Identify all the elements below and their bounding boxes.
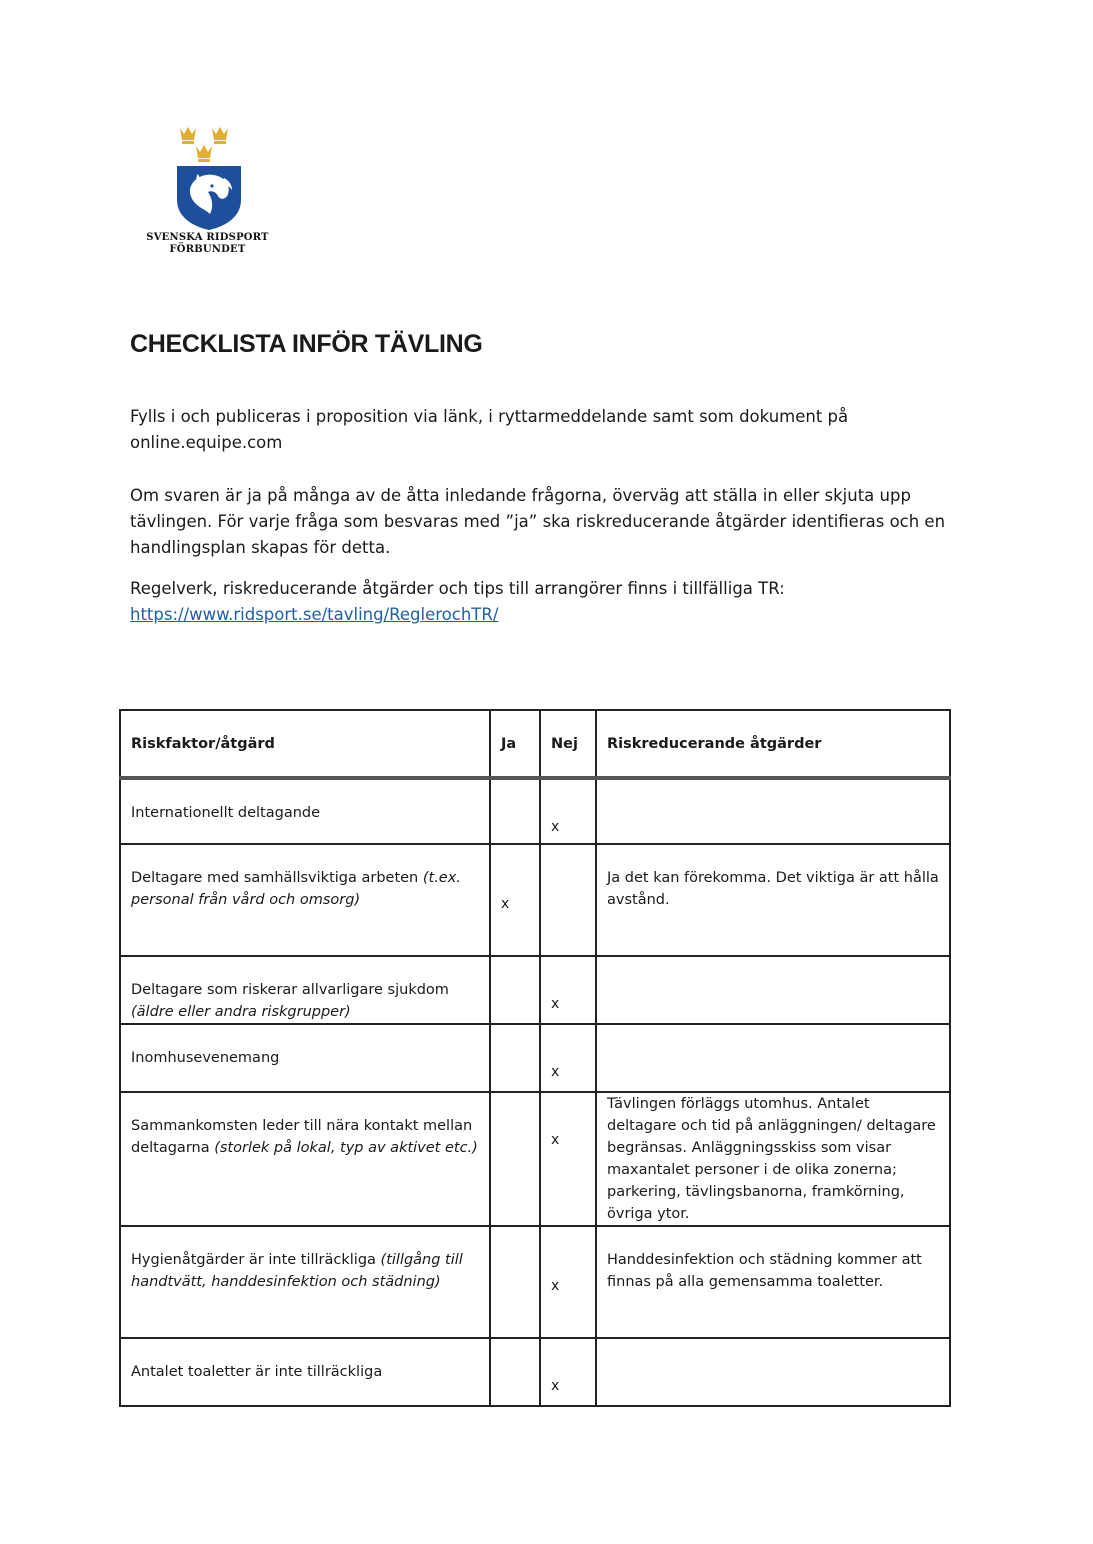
cell-factor	[120, 1092, 490, 1226]
factor-note: (tillgång till handtvätt, handdesinfektion och städning)	[131, 1252, 463, 1290]
cell-measures	[596, 1024, 950, 1092]
cell-ja-mark	[491, 1227, 539, 1275]
cell-nej	[540, 844, 596, 956]
table-row	[120, 956, 950, 1024]
measures-text	[597, 1025, 949, 1047]
header-factor: Riskfaktor/åtgärd	[120, 710, 490, 778]
factor-note: (äldre eller andra riskgrupper)	[131, 1004, 351, 1020]
factor-text	[121, 845, 489, 911]
cell-nej-mark: x	[551, 819, 560, 835]
cell-ja	[490, 1226, 540, 1338]
measures-text: Handdesinfektion och städning kommer att finnas på alla gemensamma toaletter.	[607, 1252, 922, 1290]
cell-measures	[596, 956, 950, 1024]
cell-ja-mark	[491, 1025, 539, 1061]
table-row	[120, 1226, 950, 1338]
measures-text: Ja det kan förekomma. Det viktiga är att hålla avstånd.	[607, 870, 939, 908]
cell-measures	[596, 778, 950, 844]
measures-text	[597, 1339, 949, 1361]
factor-text	[121, 1227, 489, 1293]
cell-ja	[490, 1338, 540, 1406]
table-row	[120, 1024, 950, 1092]
factor-label: Deltagare med samhällsviktiga arbeten	[131, 870, 419, 886]
cell-ja	[490, 778, 540, 844]
cell-nej	[540, 956, 596, 1024]
intro-paragraph: Fylls i och publiceras i proposition via länk, i ryttarmeddelande samt som dokument på online.equipe.com	[130, 407, 849, 452]
table-row	[120, 1092, 950, 1226]
risk-table	[119, 709, 951, 1407]
cell-nej-mark	[541, 845, 595, 893]
crowns-shield-horse-icon	[140, 120, 275, 230]
logo-line-2: FÖRBUNDET	[169, 244, 246, 255]
cell-nej	[540, 1092, 596, 1226]
cell-ja-mark: x	[501, 896, 510, 912]
factor-text	[121, 780, 489, 824]
factor-label: Internationellt deltagande	[131, 805, 321, 821]
cell-nej-mark: x	[551, 1064, 560, 1080]
factor-label: Antalet toaletter är inte tillräckliga	[131, 1364, 383, 1380]
logo-line-1: SVENSKA RIDSPORT	[146, 232, 269, 243]
factor-text	[121, 1025, 489, 1069]
cell-nej	[540, 1338, 596, 1406]
factor-text	[121, 1093, 489, 1159]
cell-ja-mark	[491, 780, 539, 816]
cell-nej-mark: x	[551, 1132, 560, 1148]
cell-ja	[490, 844, 540, 956]
header-measures: Riskreducerande åtgärder	[596, 710, 950, 778]
header-nej: Nej	[540, 710, 596, 778]
cell-factor	[120, 1024, 490, 1092]
cell-nej	[540, 1226, 596, 1338]
cell-ja	[490, 1092, 540, 1226]
cell-factor	[120, 1338, 490, 1406]
factor-note: (t.ex. personal från vård och omsorg)	[131, 870, 461, 908]
factor-label: Sammankomsten leder till nära kontakt mellan deltagarna	[131, 1118, 473, 1156]
factor-text	[121, 957, 489, 1023]
factor-label: Hygienåtgärder är inte tillräckliga	[131, 1252, 376, 1268]
measures-text: Tävlingen förläggs utomhus. Antalet deltagare och tid på anläggningen/ deltagare begränsas. Anläggningsskiss som visar maxantalet personer i de olika zonerna; parkering, tävlingsbanorna, framkörning, övriga ytor.	[607, 1096, 936, 1222]
cell-measures	[596, 1092, 950, 1226]
cell-factor	[120, 844, 490, 956]
factor-label: Inomhusevenemang	[131, 1050, 280, 1066]
cell-nej	[540, 1024, 596, 1092]
factor-note: (storlek på lokal, typ av aktivet etc.)	[214, 1140, 478, 1156]
rules-paragraph	[130, 576, 960, 628]
instruction-paragraph: Om svaren är ja på många av de åtta inledande frågorna, överväg att ställa in eller skjuta upp tävlingen. För varje fråga som besvaras med ”ja” ska riskreducerande åtgärder identifieras och en handlingsplan skapas för detta.	[130, 486, 946, 557]
cell-ja-mark	[491, 1339, 539, 1375]
cell-nej-mark: x	[551, 1378, 560, 1394]
table-row	[120, 778, 950, 844]
cell-ja	[490, 1024, 540, 1092]
cell-ja-mark	[491, 1093, 539, 1129]
cell-factor	[120, 1226, 490, 1338]
rules-link[interactable]: https://www.ridsport.se/tavling/ReglerochTR/	[130, 605, 499, 624]
cell-factor	[120, 956, 490, 1024]
logo	[140, 120, 275, 260]
cell-measures	[596, 1226, 950, 1338]
measures-text	[597, 957, 949, 979]
measures-text	[597, 780, 949, 802]
table-row	[120, 1338, 950, 1406]
cell-nej-mark: x	[551, 1278, 560, 1294]
cell-factor	[120, 778, 490, 844]
table-row	[120, 844, 950, 956]
rules-text: Regelverk, riskreducerande åtgärder och tips till arrangörer finns i tillfälliga TR:	[130, 579, 785, 598]
factor-label: Deltagare som riskerar allvarligare sjukdom	[131, 982, 449, 998]
table-header-row	[120, 710, 950, 778]
cell-measures	[596, 1338, 950, 1406]
cell-nej-mark: x	[551, 996, 560, 1012]
cell-ja	[490, 956, 540, 1024]
cell-ja-mark	[491, 957, 539, 993]
cell-measures	[596, 844, 950, 956]
page-title: CHECKLISTA INFÖR TÄVLING	[130, 330, 483, 358]
cell-nej	[540, 778, 596, 844]
factor-text	[121, 1339, 489, 1383]
header-ja: Ja	[490, 710, 540, 778]
